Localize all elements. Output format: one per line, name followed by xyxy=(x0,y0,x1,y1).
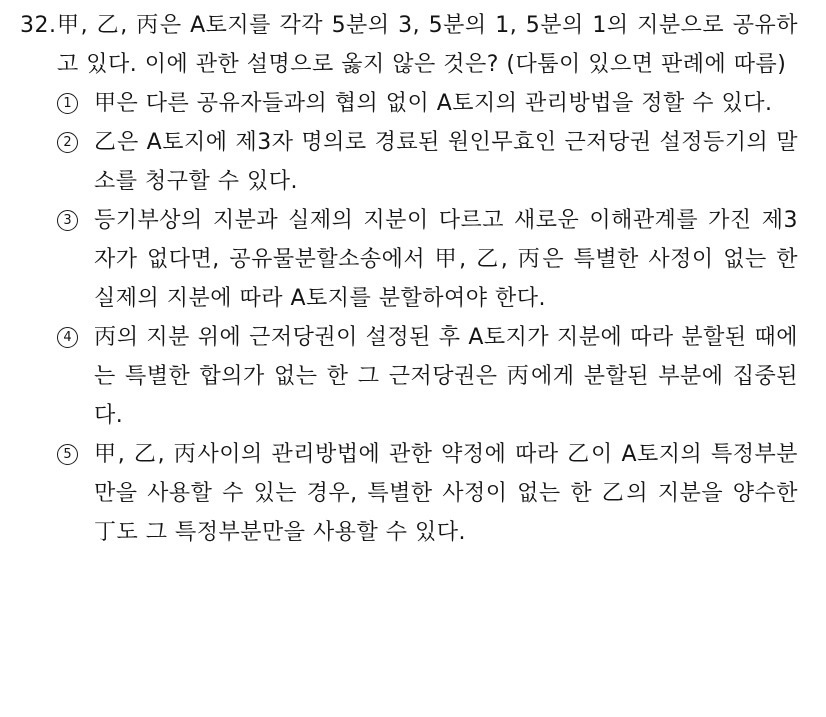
question-number: 32. xyxy=(20,13,57,38)
circled-number-3-icon: 3 xyxy=(57,210,78,231)
option-3 xyxy=(57,201,798,318)
options-list xyxy=(20,84,798,552)
question-stem: 甲, 乙, 丙은 A토지를 각각 5분의 3, 5분의 1, 5분의 1의 지분으로 공유하고 있다. 이에 관한 설명으로 옳지 않은 것은? (다툼이 있으면 판례에 따름) xyxy=(57,13,798,77)
circled-number-2-icon: 2 xyxy=(57,132,78,153)
circled-number-4-icon: 4 xyxy=(57,327,78,348)
circled-number-5-icon: 5 xyxy=(57,444,78,465)
option-3-marker xyxy=(57,201,94,231)
option-1 xyxy=(57,84,798,123)
option-2-marker xyxy=(57,123,94,153)
option-2 xyxy=(57,123,798,201)
option-5-text: 甲, 乙, 丙사이의 관리방법에 관한 약정에 따라 乙이 A토지의 특정부분만을 사용할 수 있는 경우, 특별한 사정이 없는 한 乙의 지분을 양수한 丁도 그 특정부분만을 사용할 수 있다. xyxy=(94,442,798,545)
option-3-text: 등기부상의 지분과 실제의 지분이 다르고 새로운 이해관계를 가진 제3자가 없다면, 공유물분할소송에서 甲, 乙, 丙은 특별한 사정이 없는 한 실제의 지분에 따라 A토지를 분할하여야 한다. xyxy=(94,208,798,311)
option-4-text: 丙의 지분 위에 근저당권이 설정된 후 A토지가 지분에 따라 분할된 때에는 특별한 합의가 없는 한 그 근저당권은 丙에게 분할된 부분에 집중된다. xyxy=(94,325,798,428)
option-1-text: 甲은 다른 공유자들과의 협의 없이 A토지의 관리방법을 정할 수 있다. xyxy=(94,91,773,116)
option-4 xyxy=(57,318,798,435)
option-5 xyxy=(57,435,798,552)
circled-number-1-icon: 1 xyxy=(57,93,78,114)
option-4-marker xyxy=(57,318,94,348)
question-block xyxy=(20,6,798,84)
option-5-marker xyxy=(57,435,94,465)
option-2-text: 乙은 A토지에 제3자 명의로 경료된 원인무효인 근저당권 설정등기의 말소를 청구할 수 있다. xyxy=(94,130,798,194)
option-1-marker xyxy=(57,84,94,114)
